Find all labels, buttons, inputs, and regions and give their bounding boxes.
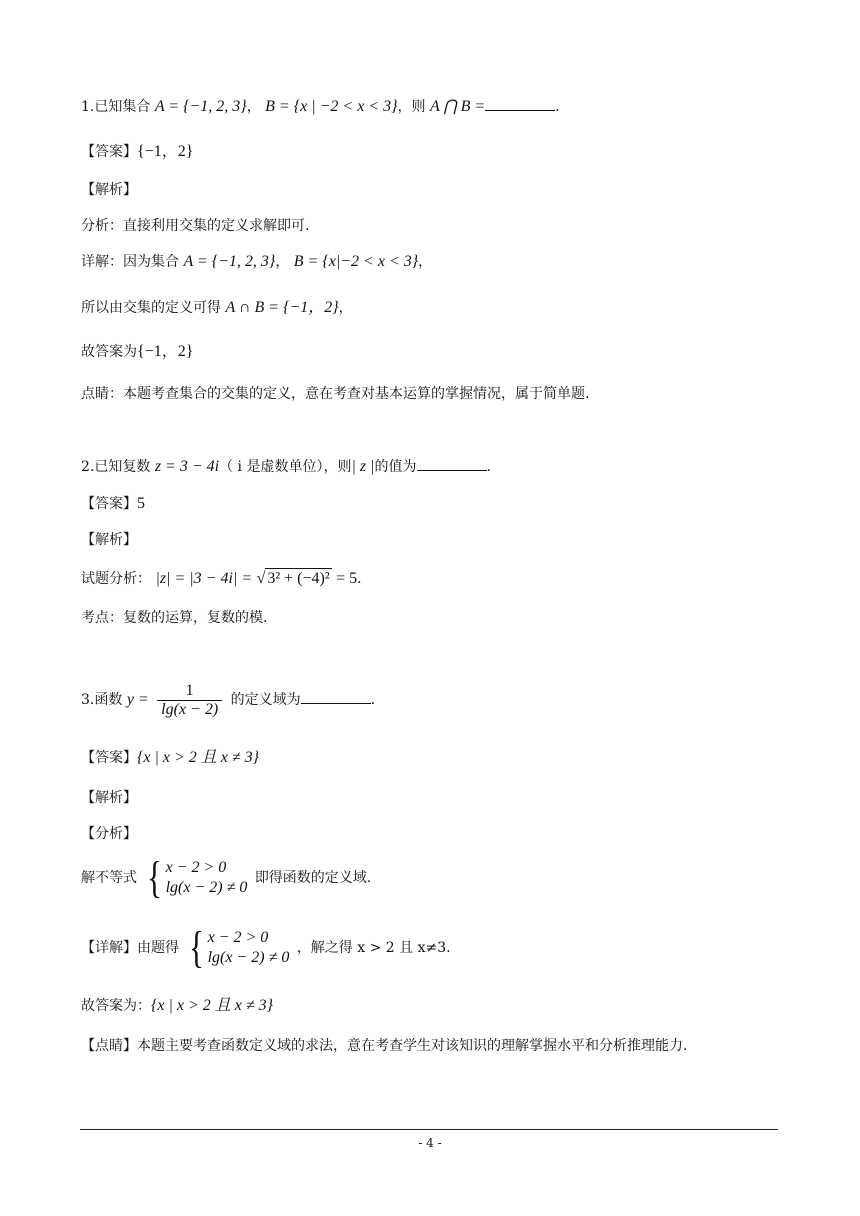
q3-dianjing-text: 本题主要考查函数定义域的求法，意在考查学生对该知识的理解掌握水平和分析推理能力. [137,1038,688,1054]
q3-fenxi-label: 【分析】 [81,826,137,842]
q1-line1: 分析：直接利用交集的定义求解即可. [81,218,310,234]
q2-answer-label: 【答案】 [81,496,137,512]
q3-y: y = [126,691,149,708]
q1-answer-label: 【答案】 [81,144,137,160]
q3-number: 3. [81,692,95,708]
q3-ans-line-pre: 故答案为： [81,998,151,1014]
q2-answer-value: 5 [137,495,145,512]
q2-text: 已知复数 [94,459,151,475]
q1-line2 [81,252,432,272]
q3-detail-post: ，解之得 x > 2 且 x≠3. [296,940,451,956]
q3-answer [81,748,259,768]
q1-line2-pre: 详解：因为集合 [81,254,179,270]
q1-answer [81,142,193,162]
q2-answer [81,494,145,514]
q1-expr: A ⋂ B = [429,98,486,115]
q3-blank [301,689,371,704]
q2-expr: z = 3 − 4i [154,458,220,475]
q1-line4 [81,342,193,362]
q3-answer-value: {x | x > 2 且 x ≠ 3} [137,749,260,766]
q2-abs: | z | [351,458,375,475]
q3-analysis-label: 【解析】 [81,790,137,806]
q3-fraction [157,682,222,719]
q2-line1-res: = 5 [336,570,358,587]
q3-sys-row1: x − 2 > 0 [165,859,227,876]
q1-line4-val: {−1，2} [137,343,194,360]
q3-detail-row1: x − 2 > 0 [207,929,269,946]
q2-number: 2. [81,459,95,475]
q1-line3-pre: 所以由交集的定义可得 [81,300,221,316]
q3-ans-line-val: {x | x > 2 且 x ≠ 3} [151,997,274,1014]
q2-end: . [486,459,491,475]
q3-detail-row2: lg(x − 2) ≠ 0 [207,949,290,966]
q3-stem [81,680,375,720]
q1-line4-pre: 故答案为 [81,344,137,360]
q2-line1-expr: |z| = |3 − 4i| = [155,570,253,587]
q1-line3-end: ， [338,300,353,316]
q3-sys-pre: 解不等式 [81,870,137,886]
q3-tail: 的定义域为 [230,692,301,708]
q3-detail-label: 【详解】 [81,940,137,956]
q3-system: { x − 2 > 0 lg(x − 2) ≠ 0 [147,853,248,902]
q3-dianjing-label: 【点睛】 [81,1038,137,1054]
q1-line3-expr: A ∩ B = {−1，2} [225,299,339,316]
q3-sys-post: 即得函数的定义域. [254,870,372,886]
q2-mid: （ i 是虚数单位），则 [219,459,352,475]
q3-frac-num: 1 [157,682,222,701]
q1-blank [485,96,555,111]
q1-setA: A = {−1, 2, 3} [154,98,247,115]
q1-line2-end: ， [418,254,433,270]
q1-stem [81,96,560,117]
q3-text: 函数 [94,692,123,708]
q1-answer-value: {−1，2} [137,143,194,160]
q1-line3 [81,298,353,318]
page-number: - 4 - [418,1136,442,1150]
q2-line1-pre: 试题分析： [81,571,151,587]
q2-line1-sqrt: 3² + (−4)² [267,570,330,587]
footer-rule [80,1129,778,1130]
q1-line2-B: B = {x|−2 < x < 3} [293,253,419,270]
q3-answer-label: 【答案】 [81,750,137,766]
q2-line1: 试题分析： |z| = |3 − 4i| = √ 3² + (−4)² = 5. [81,570,362,587]
q1-line2-A: A = {−1, 2, 3} [183,253,276,270]
q1-number: 1. [81,99,95,115]
q2-tail: 的值为 [374,459,417,475]
q1-line5: 点睛：本题考查集合的交集的定义，意在考查对基本运算的掌握情况，属于简单题. [81,386,590,402]
q2-stem [81,456,491,477]
q1-analysis-label: 【解析】 [81,182,137,198]
q3-detail-pre: 由题得 [137,940,179,956]
q1-sep: ， [246,99,261,115]
q2-blank [417,456,487,471]
q2-analysis-label: 【解析】 [81,532,137,548]
q1-setB: B = {x | −2 < x < 3} [265,98,398,115]
q3-end: . [370,692,376,708]
q3-system-line [81,853,372,902]
q3-detail-line [81,923,451,972]
q1-text: 已知集合 [94,99,151,115]
q3-dianjing [81,1036,687,1056]
q1-end: . [555,99,560,115]
q2-line2: 考点：复数的运算，复数的模. [81,610,268,626]
q3-detail-system: { x − 2 > 0 lg(x − 2) ≠ 0 [189,923,290,972]
q1-line2-sep: ， [275,254,290,270]
q3-ans-line [81,996,273,1016]
q2-line1-end: . [357,571,362,587]
q3-sys-row2: lg(x − 2) ≠ 0 [165,879,248,896]
q1-then: ，则 [397,99,426,115]
q3-frac-den: lg(x − 2) [161,700,219,718]
